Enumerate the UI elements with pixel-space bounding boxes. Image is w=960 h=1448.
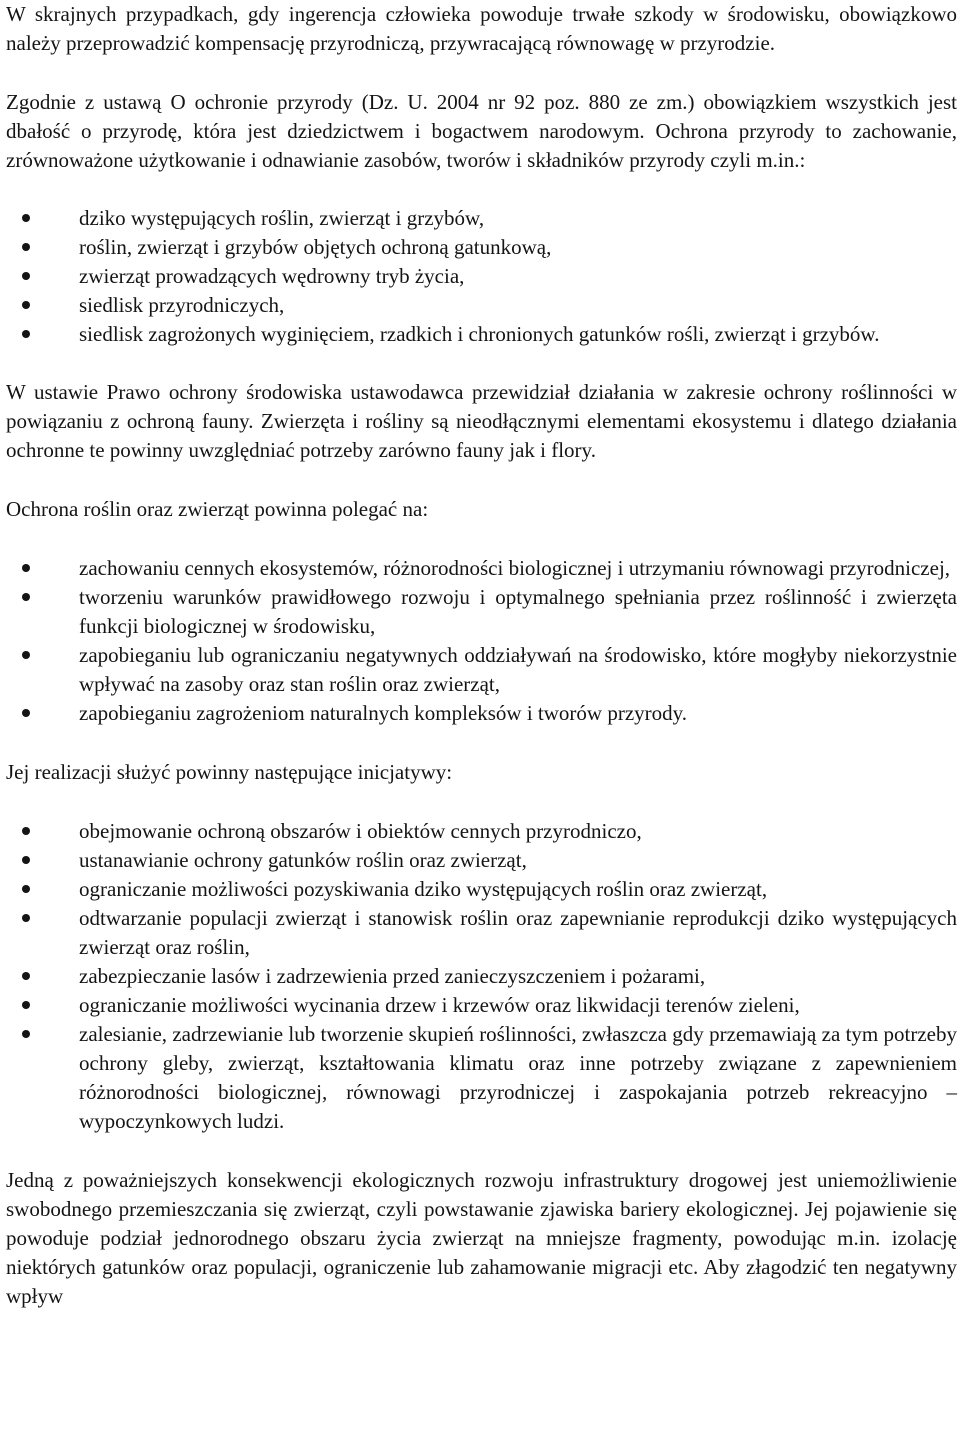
bullet-icon xyxy=(22,709,30,717)
bullet-icon xyxy=(22,243,30,251)
bullet-icon xyxy=(22,972,30,980)
list-item: tworzeniu warunków prawidłowego rozwoju i optymalnego spełniania przez roślinność i zwierzęta funkcji biologicznej w środowisku, xyxy=(6,583,957,641)
list-item: zabezpieczanie lasów i zadrzewienia przed zanieczyszczeniem i pożarami, xyxy=(6,962,957,991)
paragraph-environment-law: W ustawie Prawo ochrony środowiska ustawodawca przewidział działania w zakresie ochrony roślinności w powiązaniu z ochroną fauny. Zwierzęta i rośliny są nieodłącznymi elementami ekosystemu i dlatego działania ochronne te powinny uwzględniać potrzeby zarówno fauny jak i flory. xyxy=(6,380,957,462)
list-item: ustanawianie ochrony gatunków roślin oraz zwierząt, xyxy=(6,846,957,875)
list-item: ograniczanie możliwości pozyskiwania dziko występujących roślin oraz zwierząt, xyxy=(6,875,957,904)
paragraph-nature-law: Zgodnie z ustawą O ochronie przyrody (Dz. U. 2004 nr 92 poz. 880 ze zm.) obowiązkiem wszystkich jest dbałość o przyrodę, która jest dziedzictwem i bogactwem narodowym. Ochrona przyrody to zachowanie, zrównoważone użytkowanie i odnawianie zasobów, tworów i składników przyrody czyli m.in.: xyxy=(6,90,957,172)
bullet-icon xyxy=(22,914,30,922)
list-item: zalesianie, zadrzewianie lub tworzenie skupień roślinności, zwłaszcza gdy przemawiają za tym potrzeby ochrony gleby, zwierząt, kształtowania klimatu oraz inne potrzeby związane z zapewnieniem różnorodności biologicznej, równowagi przyrodniczej i zaspokajania potrzeb rekreacyjno – wypoczynkowych ludzi. xyxy=(6,1020,957,1136)
bullet-icon xyxy=(22,214,30,222)
bullet-icon xyxy=(22,1001,30,1009)
list-item: obejmowanie ochroną obszarów i obiektów cennych przyrodniczo, xyxy=(6,817,957,846)
bullet-icon xyxy=(22,301,30,309)
bullet-icon xyxy=(22,564,30,572)
bullet-icon xyxy=(22,827,30,835)
bullet-icon xyxy=(22,1030,30,1038)
bullet-icon xyxy=(22,651,30,659)
list-protected-elements xyxy=(6,204,957,349)
paragraph-protection-intro: Ochrona roślin oraz zwierząt powinna polegać na: xyxy=(6,497,429,521)
document-page xyxy=(6,0,957,1311)
bullet-icon xyxy=(22,593,30,601)
paragraph-compensation: W skrajnych przypadkach, gdy ingerencja człowieka powoduje trwałe szkody w środowisku, obowiązkowo należy przeprowadzić kompensację przyrodniczą, przywracającą równowagę w przyrodzie. xyxy=(6,2,957,55)
list-initiatives xyxy=(6,817,957,1136)
list-protection-goals xyxy=(6,554,957,728)
list-item: zapobieganiu zagrożeniom naturalnych kompleksów i tworów przyrody. xyxy=(6,699,957,728)
paragraph-ecological-barrier: Jedną z poważniejszych konsekwencji ekologicznych rozwoju infrastruktury drogowej jest uniemożliwienie swobodnego przemieszczania się zwierząt, czyli powstawanie zjawiska bariery ekologicznej. Jej pojawienie się powoduje podział jednorodnego obszaru życia zwierząt na mniejsze fragmenty, powodując m.in. izolację niektórych gatunków oraz populacji, ograniczenie lub zahamowanie migracji etc. Aby złagodzić ten negatywny wpływ xyxy=(6,1168,957,1308)
list-item: zwierząt prowadzących wędrowny tryb życia, xyxy=(6,262,957,291)
bullet-icon xyxy=(22,330,30,338)
bullet-icon xyxy=(22,885,30,893)
list-item: odtwarzanie populacji zwierząt i stanowisk roślin oraz zapewnianie reprodukcji dziko występujących zwierząt oraz roślin, xyxy=(6,904,957,962)
bullet-icon xyxy=(22,856,30,864)
list-item: zapobieganiu lub ograniczaniu negatywnych oddziaływań na środowisko, które mogłyby niekorzystnie wpływać na zasoby oraz stan roślin oraz zwierząt, xyxy=(6,641,957,699)
bullet-icon xyxy=(22,272,30,280)
list-item: siedlisk zagrożonych wyginięciem, rzadkich i chronionych gatunków rośli, zwierząt i grzybów. xyxy=(6,320,957,349)
list-item: siedlisk przyrodniczych, xyxy=(6,291,957,320)
list-item: dziko występujących roślin, zwierząt i grzybów, xyxy=(6,204,957,233)
paragraph-initiatives-intro: Jej realizacji służyć powinny następujące inicjatywy: xyxy=(6,760,453,784)
list-item: zachowaniu cennych ekosystemów, różnorodności biologicznej i utrzymaniu równowagi przyrodniczej, xyxy=(6,554,957,583)
list-item: roślin, zwierząt i grzybów objętych ochroną gatunkową, xyxy=(6,233,957,262)
list-item: ograniczanie możliwości wycinania drzew i krzewów oraz likwidacji terenów zieleni, xyxy=(6,991,957,1020)
